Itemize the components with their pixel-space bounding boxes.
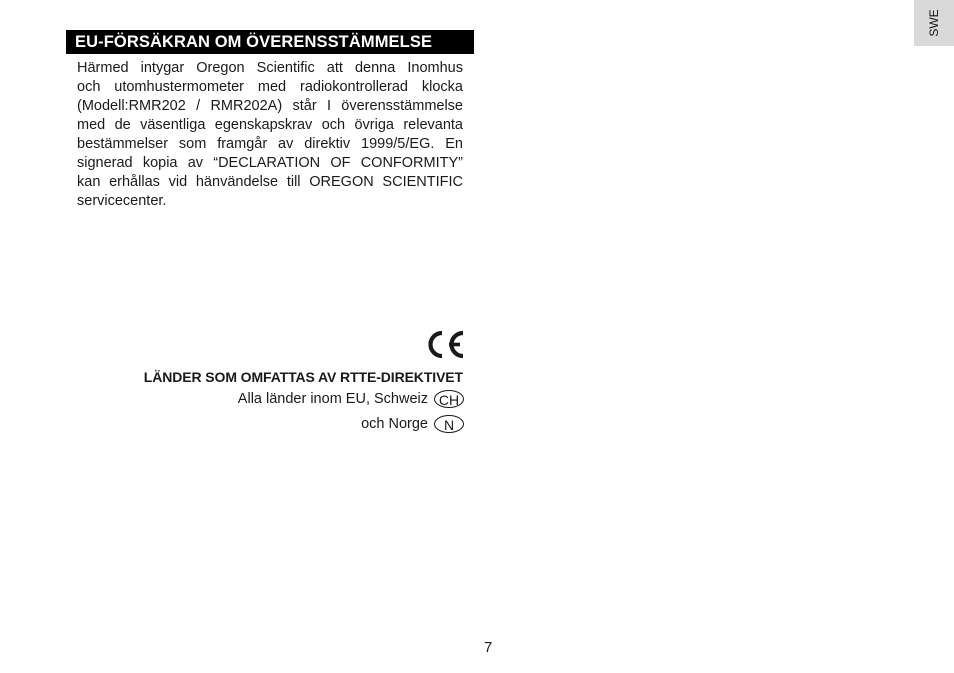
paragraph-line: kan erhållas vid hänvändelse till OREGON SCIENTIFIC (77, 174, 463, 190)
page-number: 7 (484, 639, 493, 656)
declaration-paragraph (77, 59, 463, 211)
language-tab (914, 0, 954, 46)
rtte-countries-text: Alla länder inom EU, Schweiz (237, 391, 428, 407)
rtte-countries-text: och Norge (361, 416, 428, 432)
section-title: EU-FÖRSÄKRAN OM ÖVERENSSTÄMMELSE (66, 30, 474, 54)
language-label: SWE (927, 9, 941, 37)
rtte-countries-line (238, 390, 464, 408)
paragraph-line: bestämmelser som framgår av direktiv 1999/5/EG. En (77, 136, 463, 152)
paragraph-line: med de väsentliga egenskapskrav och övriga relevanta (77, 117, 463, 133)
ce-mark-c (431, 333, 443, 356)
paragraph-line: och utomhustermometer med radiokontrollerad klocka (77, 79, 463, 95)
paragraph-line: (Modell:RMR202 / RMR202A) står I överensstämmelse (77, 98, 463, 114)
rtte-countries-line (361, 415, 464, 433)
paragraph-line: Härmed intygar Oregon Scientific att denna Inomhus (77, 60, 463, 76)
rtte-heading: LÄNDER SOM OMFATTAS AV RTTE-DIREKTIVET (143, 369, 463, 385)
country-code-badge-n: N (434, 415, 464, 433)
country-code-badge-ch: CH (434, 390, 464, 408)
paragraph-line: signerad kopia av “DECLARATION OF CONFORMITY” (77, 155, 463, 171)
paragraph-line: servicecenter. (77, 193, 167, 209)
ce-mark-logo (424, 329, 465, 360)
